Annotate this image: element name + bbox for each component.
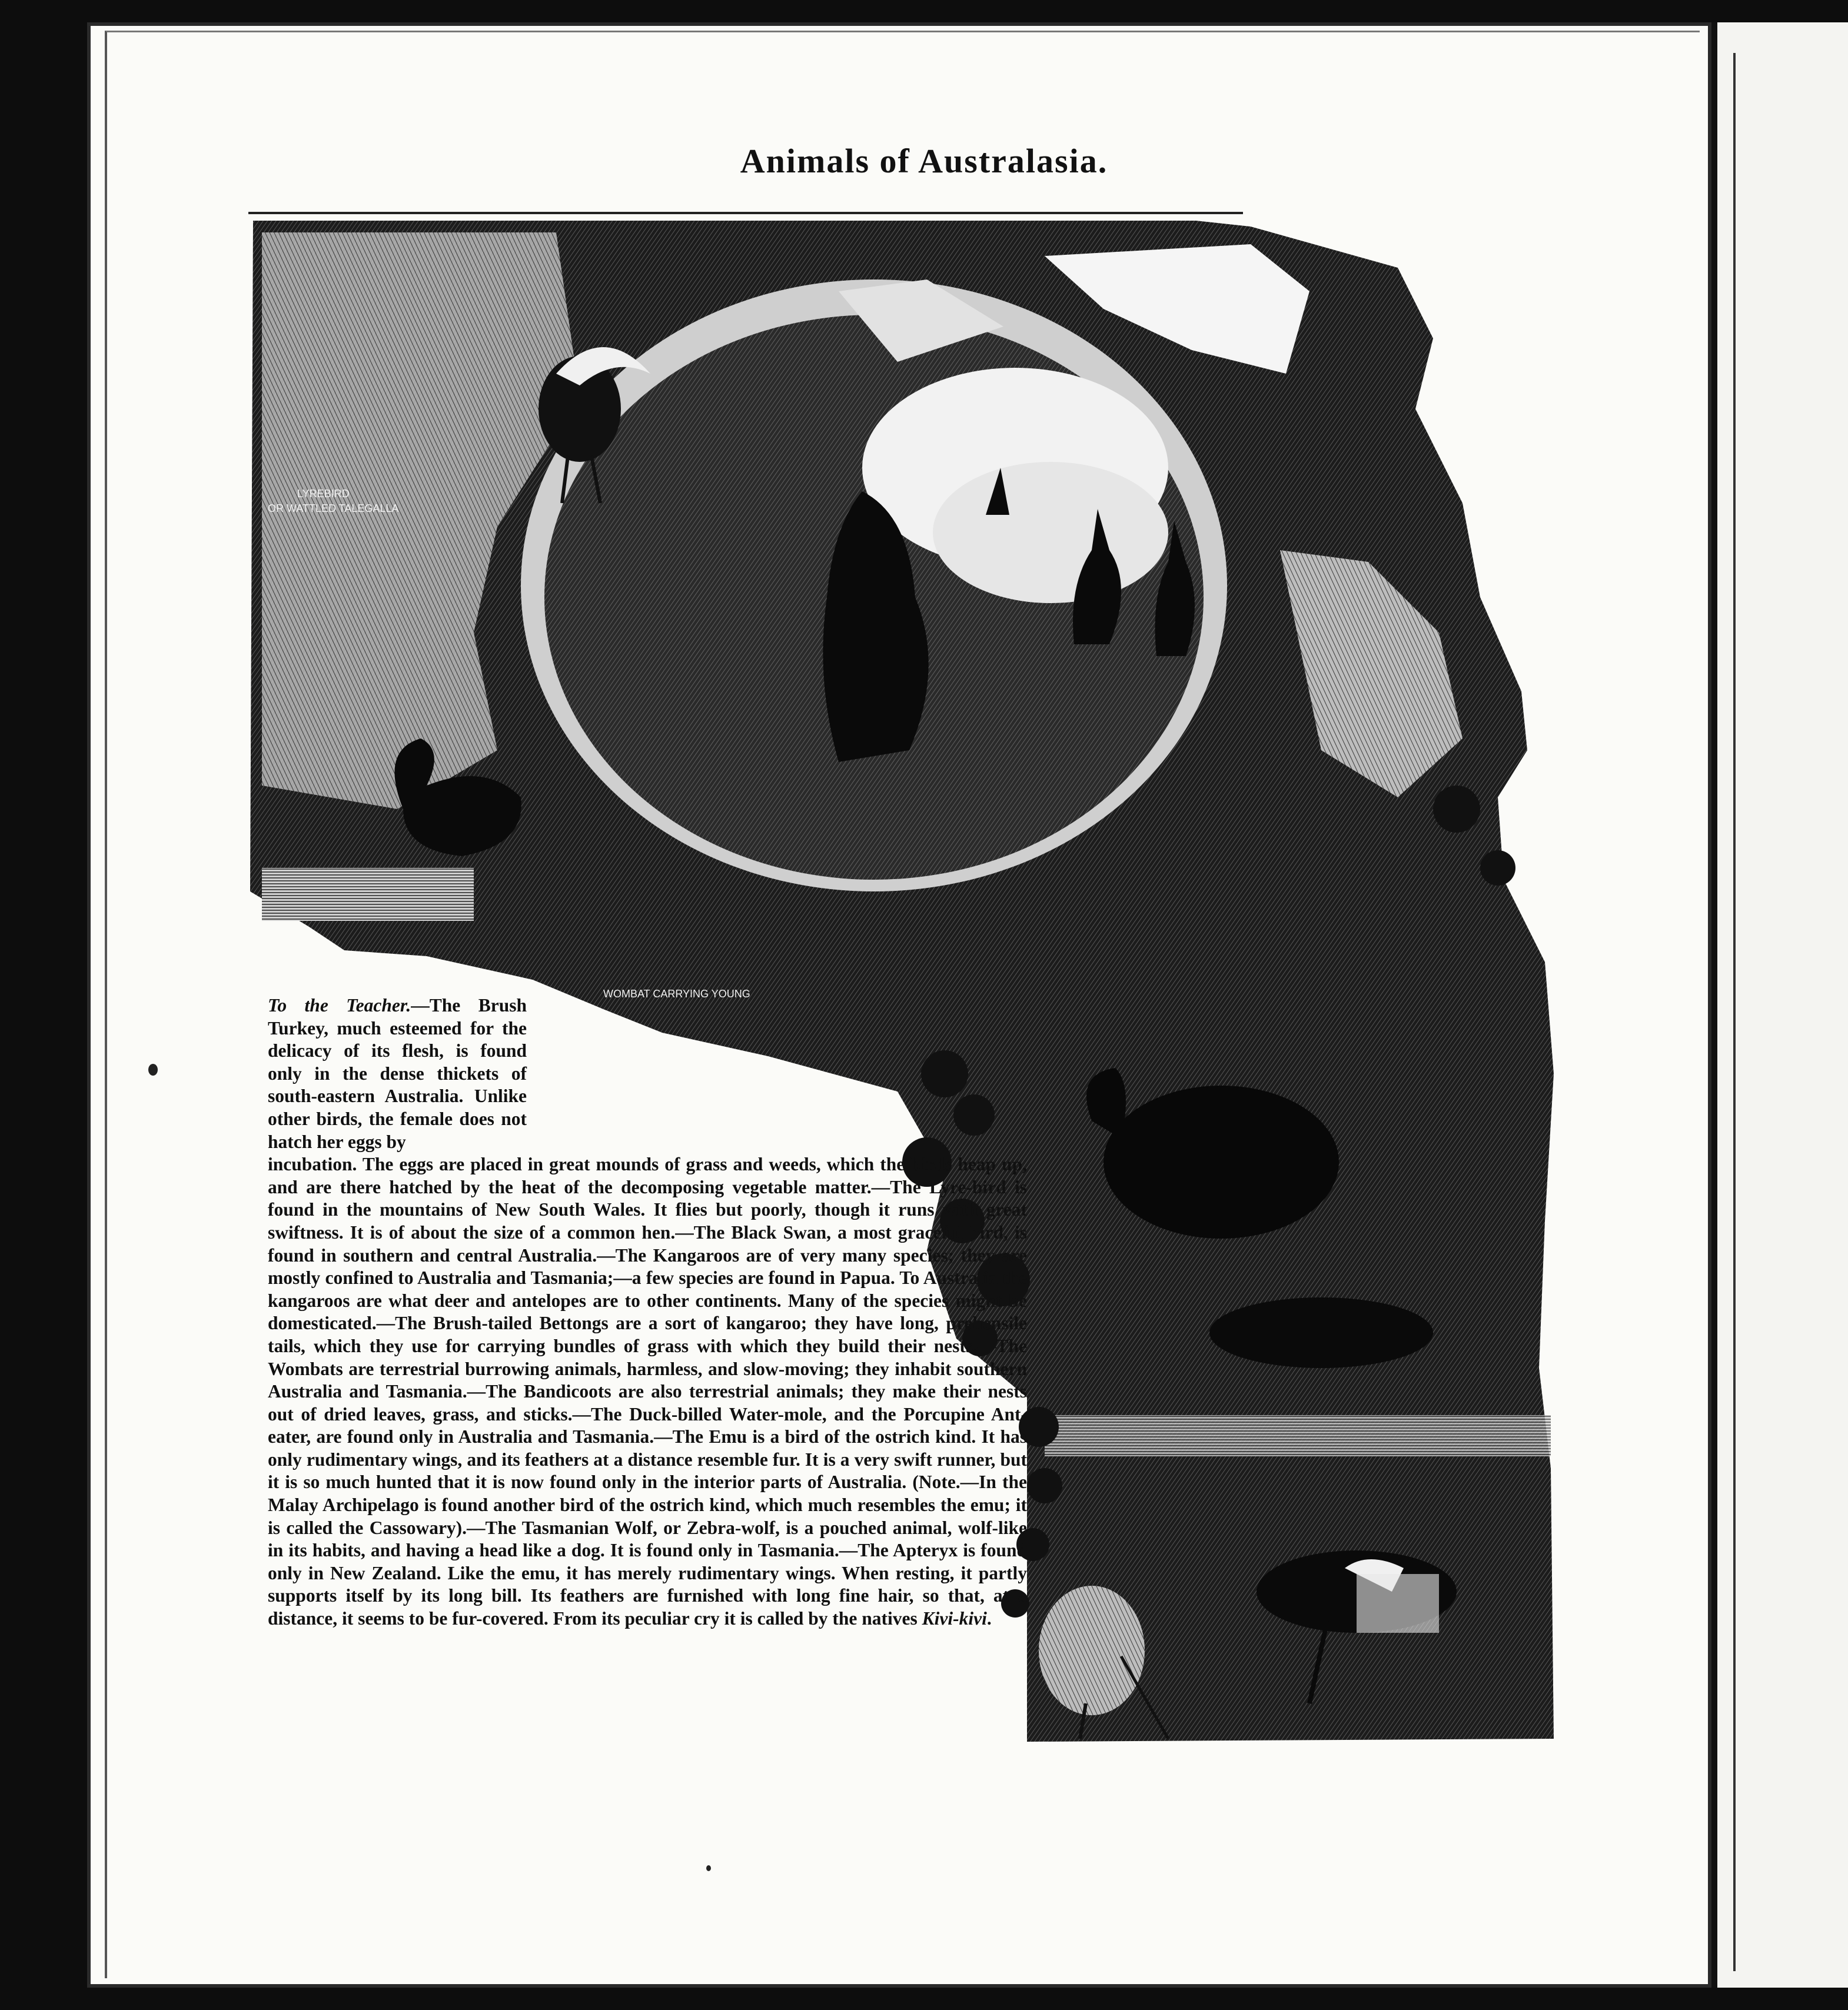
end-punct: . (986, 1608, 992, 1629)
lyrebird-label: LYREBIRD (297, 488, 350, 500)
title-rule (248, 212, 1243, 214)
teacher-note-narrow-text: —The Brush Turkey, much esteemed for the delicacy of its flesh, is found only in the dense thickets of south-eastern Australia. Unlike other birds, the female does not hatch her eggs by (268, 995, 527, 1152)
talegalla-label: OR WATTLED TALEGALLA (268, 503, 399, 514)
facing-page-edge (1711, 22, 1848, 1988)
teacher-note (268, 994, 1027, 1630)
wombat-label: WOMBAT CARRYING YOUNG (603, 988, 750, 1000)
page-speck (706, 1865, 711, 1871)
teacher-note-lead: To the Teacher. (268, 995, 411, 1016)
teacher-note-body-text: incubation. The eggs are placed in great mounds of grass and weeds, which the birds heap up, and are there hatched by the heat of the decomposing vegetable matter.—The Lyre-bird is found in the mountains of New South Wales. It flies but poorly, though it runs with great swiftness. It is of about the size of a common hen.—The Black Swan, a most graceful bird, is found in southern and central Australia.—The Kangaroos are of very many species; they are mostly confined to Australia and Tasmania;—a few species are found in Papua. To Australia the kangaroos are what deer and antelopes are to other continents. Many of the species might be domesticated.—The Brush-tailed Bettongs are a sort of kangaroo; they have long, prehensile tails, which they use for carrying bundles of grass with which they build their nests.—The Wombats are terrestrial burrowing animals, harmless, and slow-moving; they inhabit southern Australia and Tasmania.—The Bandicoots are also terrestrial animals; they make their nests out of dried leaves, grass, and sticks.—The Duck-billed Water-mole, and the Porcupine Ant-eater, are found only in Australia and Tasmania.—The Emu is a bird of the ostrich kind. It has only rudimentary wings, and its feathers at a distance resemble fur. It is a very swift runner, but it is so much hunted that it is now found only in the interior parts of Australia. (Note.—In the Malay Archipelago is found another bird of the ostrich kind, which much resembles the emu; it is called the Cassowary).—The Tasmanian Wolf, or Zebra-wolf, is a pouched animal, wolf-like in its habits, and having a head like a dog. It is found only in Tasmania.—The Apteryx is found only in New Zealand. Like the emu, it has merely rudimentary wings. When resting, it partly supports itself by its long bill. Its feathers are furnished with long fine hair, so that, at a distance, it seems to be fur-covered. From its peculiar cry it is called by the natives (268, 1154, 1027, 1629)
binding-hole-mark (148, 1064, 158, 1076)
tasmanian-wolf-figure (1209, 1297, 1433, 1368)
lake-water (262, 868, 474, 921)
kivi-kivi: Kivi-kivi (922, 1608, 987, 1629)
page-title: Animals of Australasia. (740, 142, 1108, 180)
facing-page-border (1733, 53, 1736, 1971)
river-water (1045, 1415, 1551, 1456)
moonlit-water (1357, 1574, 1439, 1633)
teacher-note-body (268, 1153, 1027, 1630)
teacher-note-narrow (268, 994, 527, 1153)
